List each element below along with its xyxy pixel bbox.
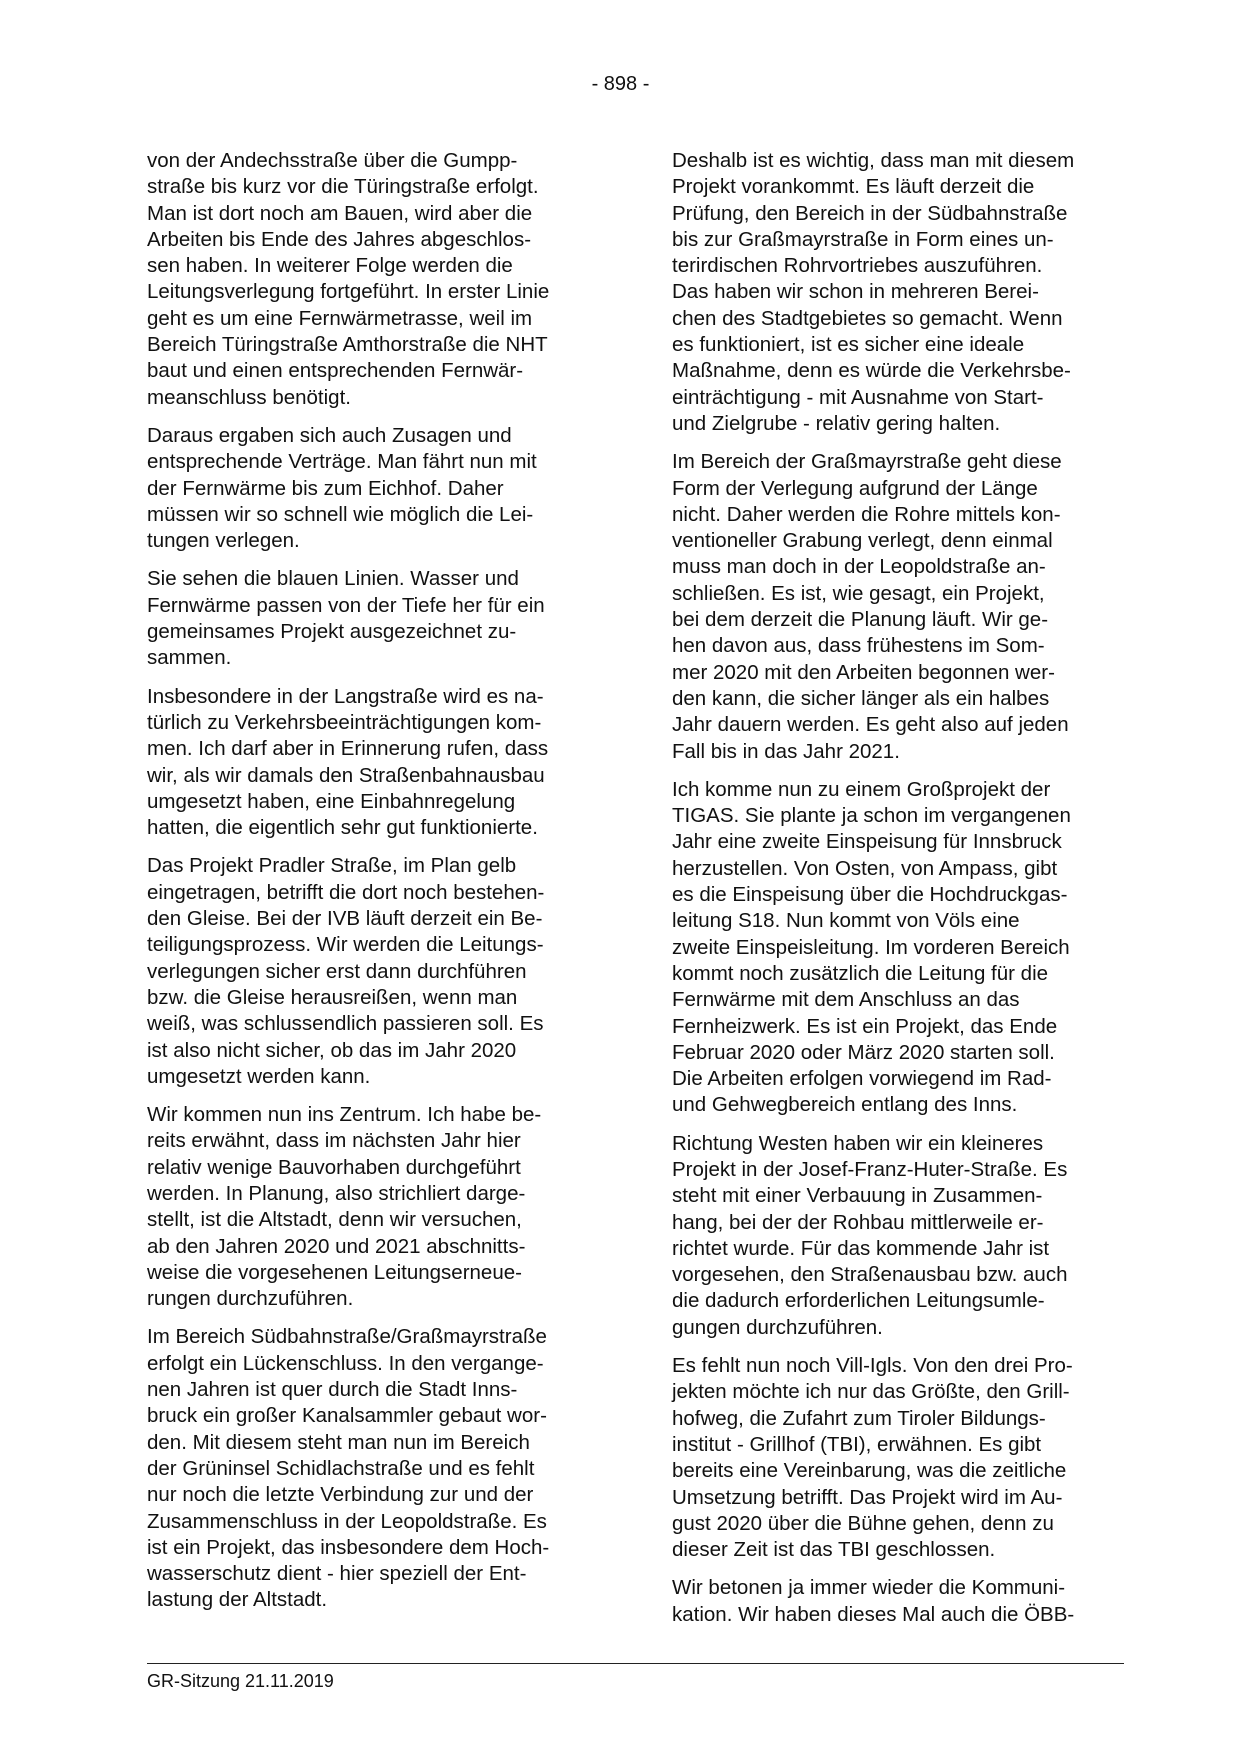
left-column [147, 148, 597, 1626]
page-number: - 898 - [591, 73, 650, 95]
paragraph: Sie sehen die blauen Linien. Wasser und Fernwärme passen von der Tiefe her für ein gemeinsames Projekt ausgezeichnet zu- sammen. [147, 567, 545, 670]
paragraph: Deshalb ist es wichtig, dass man mit diesem Projekt vorankommt. Es läuft derzeit die Prüfung, den Bereich in der Südbahnstraße bis zur Graßmayrstraße in Form eines un- terirdischen Rohrvortriebes auszuführen. Das haben wir schon in mehreren Berei- chen des Stadtgebietes so gemacht. Wenn es funktioniert, ist es sicher eine ideale Maßnahme, denn es würde die Verkehrsbe- einträchtigung - mit Ausnahme von Start- und Zielgrube - relativ gering halten. [672, 149, 1075, 435]
footer-divider [147, 1663, 1124, 1664]
paragraph: Ich komme nun zu einem Großprojekt der TIGAS. Sie plante ja schon im vergangenen Jahr eine zweite Einspeisung für Innsbruck herzustellen. Von Osten, von Ampass, gibt es die Einspeisung über die Hochdruckgas- leitung S18. Nun kommt von Völs eine zweite Einspeisleitung. Im vorderen Bereich kommt noch zusätzlich die Leitung für die Fernwärme mit dem Anschluss an das Fernheizwerk. Es ist ein Projekt, das Ende Februar 2020 oder März 2020 starten soll. Die Arbeiten erfolgen vorwiegend im Rad- und Gehwegbereich entlang des Inns. [672, 777, 1071, 1117]
paragraph: Es fehlt nun noch Vill-Igls. Von den drei Pro- jekten möchte ich nur das Größte, den Grill- hofweg, die Zufahrt zum Tiroler Bildungs- institut - Grillhof (TBI), erwähnen. Es gibt bereits eine Vereinbarung, was die zeitliche Umsetzung betrifft. Das Projekt wird im Au- gust 2020 über die Bühne gehen, denn zu dieser Zeit ist das TBI geschlossen. [672, 1354, 1073, 1562]
paragraph: Im Bereich der Graßmayrstraße geht diese Form der Verlegung aufgrund der Länge nicht. Daher werden die Rohre mittels kon- ventioneller Grabung verlegt, denn einmal muss man doch in der Leopoldstraße an- schließen. Es ist, wie gesagt, ein Projekt, bei dem derzeit die Planung läuft. Wir ge- hen davon aus, dass frühestens im Som- mer 2020 mit den Arbeiten begonnen wer- den kann, die sicher länger als ein halbes Jahr dauern werden. Es geht also auf jeden Fall bis in das Jahr 2021. [672, 450, 1069, 763]
paragraph: Wir betonen ja immer wieder die Kommuni- kation. Wir haben dieses Mal auch die ÖBB- [672, 1576, 1075, 1626]
paragraph: von der Andechsstraße über die Gumpp- straße bis kurz vor die Türingstraße erfolgt. Man ist dort noch am Bauen, wird aber die Arbeiten bis Ende des Jahres abgeschlos- sen haben. In weiterer Folge werden die Leitungsverlegung fortgeführt. In erster Linie geht es um eine Fernwärmetrasse, weil im Bereich Türingstraße Amthorstraße die NHT baut und einen entsprechenden Fernwär- meanschluss benötigt. [147, 149, 550, 409]
paragraph: Insbesondere in der Langstraße wird es na- türlich zu Verkehrsbeeinträchtigungen kom- men. Ich darf aber in Erinnerung rufen, dass wir, als wir damals den Straßenbahnausbau umgesetzt haben, eine Einbahnregelung hatten, die eigentlich sehr gut funktionierte. [147, 684, 549, 840]
paragraph: Richtung Westen haben wir ein kleineres Projekt in der Josef-Franz-Huter-Straße. Es steht mit einer Verbauung in Zusammen- hang, bei der der Rohbau mittlerweile er- richtet wurde. Für das kommende Jahr ist vorgesehen, den Straßenausbau bzw. auch die dadurch erforderlichen Leitungsumle- gungen durchzuführen. [672, 1131, 1068, 1339]
paragraph: Wir kommen nun ins Zentrum. Ich habe be- reits erwähnt, dass im nächsten Jahr hier relativ wenige Bauvorhaben durchgeführt werden. In Planung, also strichliert darge- stellt, ist die Altstadt, denn wir versuchen, ab den Jahren 2020 und 2021 abschnitts- weise die vorgesehenen Leitungserneue- rungen durchzuführen. [147, 1103, 542, 1311]
paragraph: Daraus ergaben sich auch Zusagen und entsprechende Verträge. Man fährt nun mit der Fernwärme bis zum Eichhof. Daher müssen wir so schnell wie möglich die Lei- tungen verlegen. [147, 423, 537, 553]
footer-text: GR-Sitzung 21.11.2019 [147, 1671, 334, 1691]
right-column [672, 148, 1122, 1640]
paragraph: Im Bereich Südbahnstraße/Graßmayrstraße erfolgt ein Lückenschluss. In den vergange- nen Jahren ist quer durch die Stadt Inns- bruck ein großer Kanalsammler gebaut wor- den. Mit diesem steht man nun im Bereich der Grüninsel Schidlachstraße und es fehlt nur noch die letzte Verbindung zur und der Zusammenschluss in der Leopoldstraße. Es ist ein Projekt, das insbesondere dem Hoch- wasserschutz dient - hier speziell der Ent- lastung der Altstadt. [147, 1325, 550, 1612]
paragraph: Das Projekt Pradler Straße, im Plan gelb eingetragen, betrifft die dort noch bestehen- den Gleise. Bei der IVB läuft derzeit ein Be- teiligungsprozess. Wir werden die Leitungs- verlegungen sicher erst dann durchführen bzw. die Gleise herausreißen, wenn man weiß, was schlussendlich passieren soll. Es ist also nicht sicher, ob das im Jahr 2020 umgesetzt werden kann. [147, 854, 545, 1088]
